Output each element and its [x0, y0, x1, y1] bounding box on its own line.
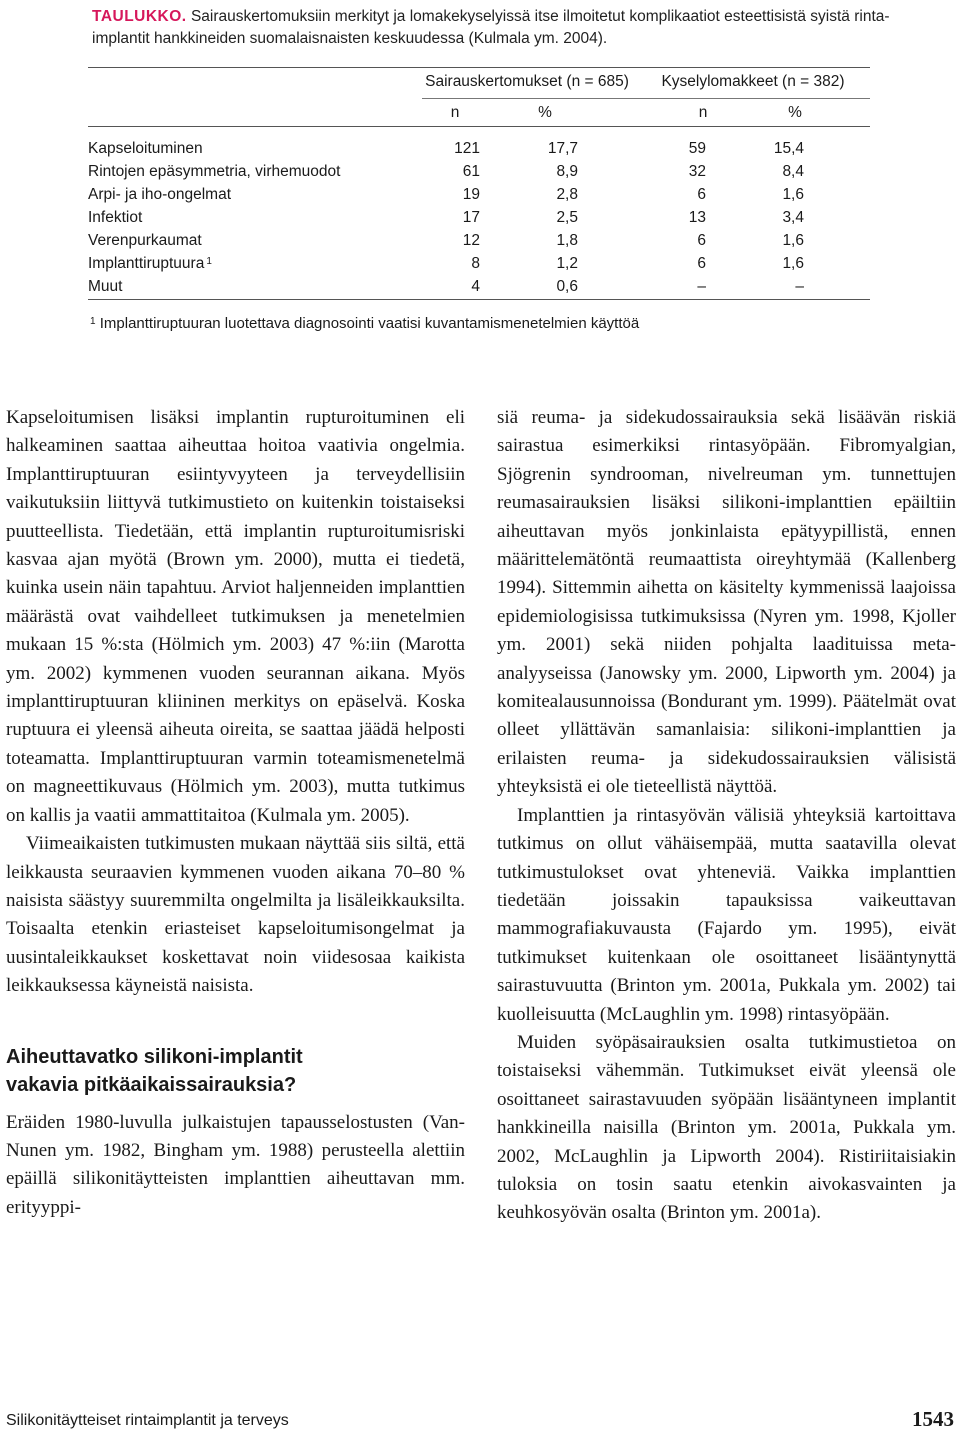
footnote-marker: 1 [206, 256, 212, 267]
row-label: Rintojen epäsymmetria, virhemuodot [88, 163, 341, 180]
sub-header-percent: % [788, 104, 802, 121]
cell-n: 19 [462, 186, 480, 203]
cell-n: 32 [688, 163, 706, 180]
cell-n: 4 [471, 278, 480, 295]
sub-header-percent: % [538, 104, 552, 121]
right-column [497, 404, 956, 1228]
cell-percent: 17,7 [547, 140, 578, 157]
row-label: Infektiot [88, 209, 143, 226]
cell-percent: 1,6 [782, 186, 804, 203]
cell-percent: 8,4 [782, 163, 804, 180]
cell-percent: 15,4 [773, 140, 804, 157]
row-label: Kapseloituminen [88, 140, 203, 157]
cell-percent: 8,9 [556, 163, 578, 180]
cell-percent: – [795, 278, 804, 295]
table-footnote [88, 314, 639, 334]
cell-n: 8 [471, 255, 480, 272]
section-heading-line: Aiheuttavatko silikoni-implantit [6, 1045, 303, 1068]
footnote-mark: 1 [90, 316, 96, 327]
cell-percent: 1,6 [782, 255, 804, 272]
section-heading [6, 1043, 465, 1099]
table-group-rule [422, 98, 870, 99]
cell-n: 17 [462, 209, 480, 226]
paragraph: Eräiden 1980-luvulla julkaistujen tapausselostusten (Van-Nunen ym. 1982, Bingham ym. 1988) perusteella alettiin epäillä silikonitäytteisten implanttien aiheuttavan mm. erityyppi- [6, 1111, 465, 1218]
group-header-records: Sairauskertomukset (n = 685) [425, 73, 629, 90]
cell-n: 6 [697, 186, 706, 203]
page-number: 1543 [912, 1407, 954, 1431]
cell-percent: 1,2 [556, 255, 578, 272]
row-label: Verenpurkaumat [88, 232, 202, 249]
table-bottom-rule [88, 299, 870, 300]
row-label: Muut [88, 278, 123, 295]
cell-n: 13 [688, 209, 706, 226]
section-heading-line: vakavia pitkäaikaissairauksia? [6, 1073, 297, 1096]
left-column [6, 404, 465, 1222]
cell-n: 61 [462, 163, 480, 180]
row-label [88, 254, 212, 274]
cell-n: – [697, 278, 706, 295]
cell-percent: 2,8 [556, 186, 578, 203]
cell-percent: 1,6 [782, 232, 804, 249]
cell-n: 121 [454, 140, 480, 157]
row-label-text: Implanttiruptuura [88, 255, 205, 272]
caption-label: TAULUKKO. [92, 8, 187, 25]
cell-percent: 0,6 [556, 278, 578, 295]
cell-n: 59 [688, 140, 706, 157]
sub-header-n: n [450, 104, 460, 121]
paragraph: Implanttien ja rintasyövän välisiä yhteyksiä kartoittava tutkimus on ollut vähäisempää, mutta saatavilla olevat tutkimustulokset ovat yhteneviä. Vaikka implanttien tiedetään joissakin tapauksissa vaikeuttavan mammografiakuvausta (Fajardo ym. 1995), eivät tutkimukset kuitenkaan ole osoittaneet lisääntynyttä sairastuvuutta (Brinton ym. 2001a, Pukkala ym. 2002) tai kuolleisuutta (McLaughlin ym. 1998) rintasyöpään. [497, 804, 956, 1025]
table-caption [92, 6, 892, 50]
sub-header-n: n [698, 104, 708, 121]
cell-percent: 2,5 [556, 209, 578, 226]
paragraph: Muiden syöpäsairauksien osalta tutkimustietoa on toistaiseksi vähemmän. Tutkimukset eivät yleensä ole osoittaneet sairastavuuden syöpään lisääntyneen implantit hankkineilla naisilla (Brinton ym. 2001a, Pukkala ym. 2002, McLaughlin ja Lipworth 2004). Ristiriitaisiakin tuloksia on tosin saatu etenkin aivokasvainten ja keuhkosyövän osalta (Brinton ym. 2001a). [497, 1031, 956, 1224]
caption-text: Sairauskertomuksiin merkityt ja lomakekyselyissä itse ilmoitetut komplikaatiot esteettisistä syistä rinta-implantit hankkineiden suomalaisnaisten keskuudessa (Kulmala ym. 2004). [92, 8, 890, 47]
table-header-rule [88, 126, 870, 127]
group-header-questionnaires: Kyselylomakkeet (n = 382) [661, 73, 845, 90]
cell-percent: 3,4 [782, 209, 804, 226]
cell-percent: 1,8 [556, 232, 578, 249]
table-top-rule [88, 67, 870, 68]
paragraph: Viimeaikaisten tutkimusten mukaan näyttää siis siltä, että leikkausta seuraavien kymmenen vuoden aikana 70–80 % naisista säästyy suuremmilta ongelmilta ja lisäleikkauksilta. Toisaalta etenkin eriasteiset kapseloitumisongelmat ja uusintaleikkaukset koskettavat noin viidesosaa kaikista leikkauksessa käyneistä naisista. [6, 833, 465, 997]
cell-n: 6 [697, 232, 706, 249]
paragraph: Kapseloitumisen lisäksi implantin rupturoituminen eli halkeaminen saattaa aiheuttaa hoitoa vaativia ongelmia. Implanttiruptuuran esiintyvyyteen ja terveydellisiin vaikutuksiin liittyvä tutkimustieto on kuitenkin toistaiseksi puutteellista. Tiedetään, että implantin rupturoitumisriski kasvaa ajan myötä (Brown ym. 2000), mutta ei tiedetä, kuinka usein näin tapahtuu. Arviot haljenneiden implanttien määrästä ovat vaihdelleet tutkimuksen ja menetelmien mukaan 15 %:sta (Hölmich ym. 2003) 47 %:iin (Marotta ym. 2002) kymmenen vuoden seurannan aikana. Myös implanttiruptuuran kliininen merkitys on epäselvä. Koska ruptuura ei yleensä aiheuta oireita, se saattaa jäädä helposti toteamatta. Implanttiruptuuran varmin toteamismenetelmä on magneettikuvaus (Hölmich ym. 2003), mutta tutkimus on kallis ja vaatii ammattitaitoa (Kulmala ym. 2005). [6, 407, 465, 826]
row-label: Arpi- ja iho-ongelmat [88, 186, 232, 203]
running-footer: Silikonitäytteiset rintaimplantit ja terveys [6, 1412, 289, 1429]
cell-n: 6 [697, 255, 706, 272]
cell-n: 12 [462, 232, 480, 249]
footnote-text: Implanttiruptuuran luotettava diagnosointi vaatisi kuvantamismenetelmien käyttöä [99, 315, 640, 332]
paragraph: siä reuma- ja sidekudossairauksia sekä lisäävän riskiä sairastua esimerkiksi rintasyöpään. Fibromyalgian, Sjögrenin syndrooman, nivelreuman ym. tunnettujen reumasairauksien lisäksi silikoni-implanttien epäiltiin aiheuttavan myös jonkinlaista epätyypillistä, ennen määrittelemätöntä reumaattista oireyhtymää (Kallenberg 1994). Sittemmin aihetta on käsitelty kymmenissä laajoissa epidemiologisissa tutkimuksissa (Nyren ym. 1998, Kjoller ym. 2001) sekä niiden pohjalta laadituissa meta-analyyseissa (Janowsky ym. 2000, Lipworth ym. 2004) ja komitealausunnoissa (Bondurant ym. 1999). Päätelmät ovat olleet yllättävän samanlaisia: silikoni-implanttien ja erilaisten reuma- ja sidekudossairauksien välisistä yhteyksistä ei ole tieteellistä näyttöä. [497, 407, 956, 798]
